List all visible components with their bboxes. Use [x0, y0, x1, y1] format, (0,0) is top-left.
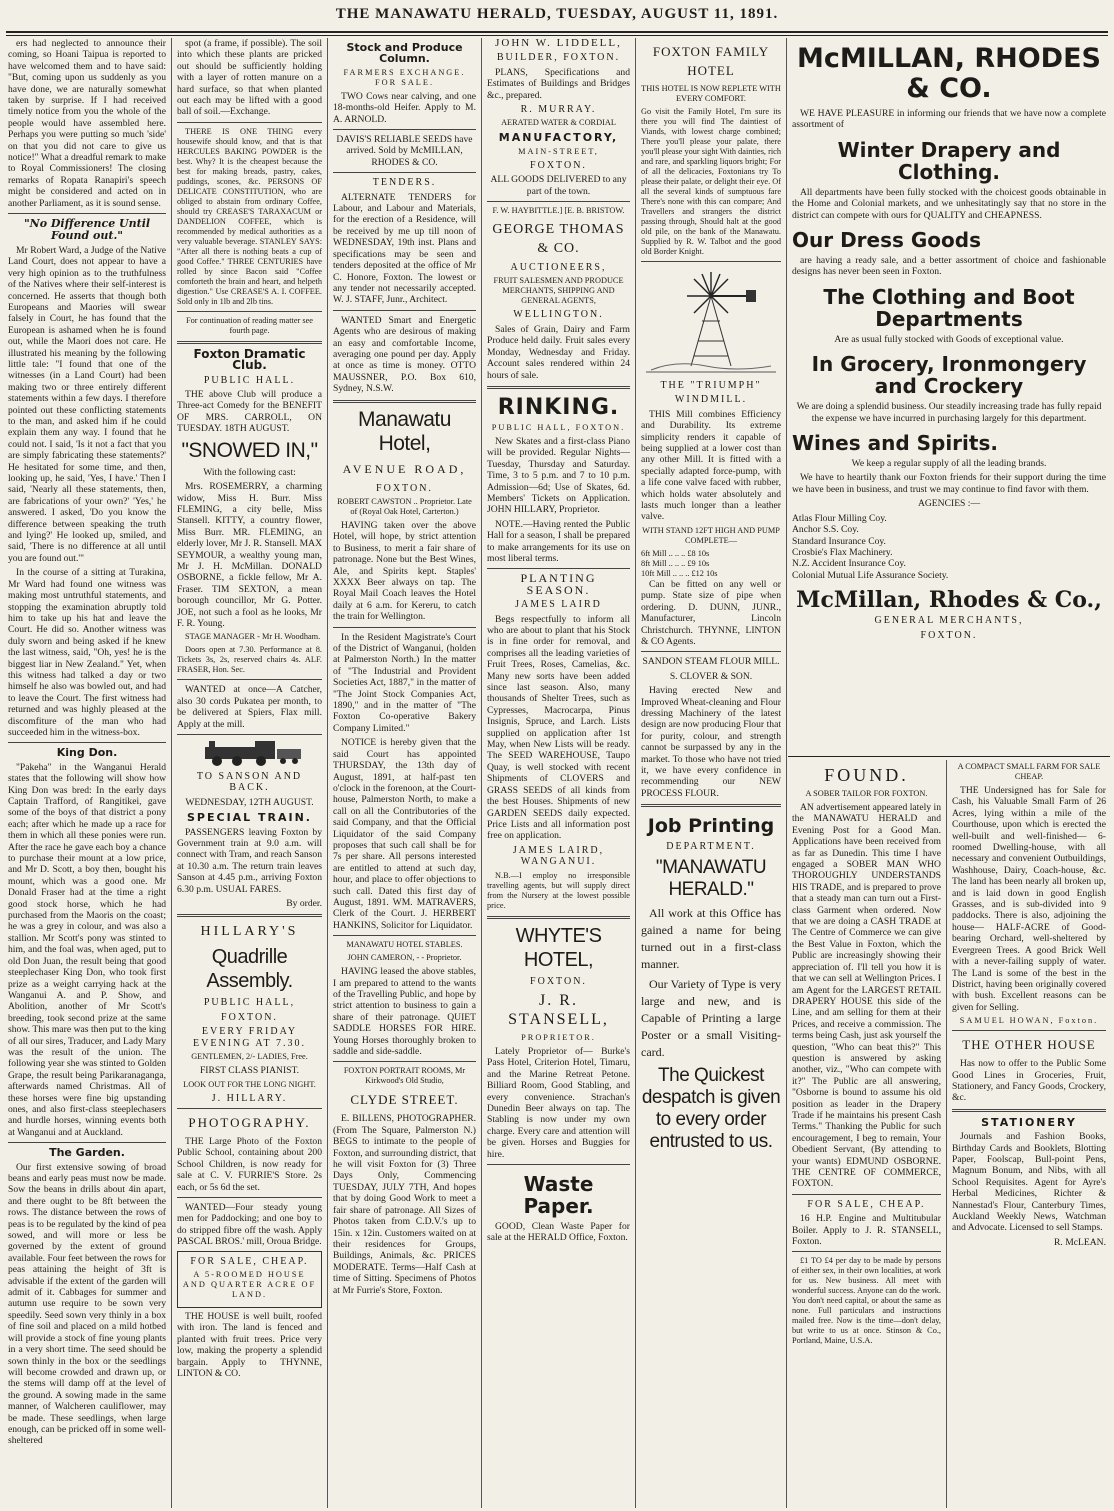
news-paragraph: In the course of a sitting at Turakina, Mr Ward had found one witness was making most untruthful statements, and stopping the examination abruptly told him to take up his hat and leave the Court. He did so. Another witness was duly sworn and being asked if he knew the last witness, said, "Oh, yes! he is the biggest liar in New Zealand." Yet, when this witness had talked a day or two himself he also was bowled out, and had to leave the Court. The first witness had returned and was highly pleased at the discomfiture of the man who had succeeded him in the witness-box. — [8, 567, 166, 738]
club-notice: THE above Club will produce a Three-act Comedy for the BENEFIT OF MRS. CARROLL, ON TUESDAY. 18TH AUGUST. — [177, 389, 322, 435]
wellington: WELLINGTON. — [513, 309, 604, 321]
george-thomas: GEORGE THOMAS & CO. — [492, 222, 625, 257]
auctioneer-names: F. W. HAYBITTLE.] [E. B. BRISTOW. — [492, 206, 625, 216]
divider — [177, 311, 322, 312]
continuation-note: For continuation of reading matter see fourth page. — [186, 315, 313, 335]
divider — [8, 1142, 166, 1143]
seeds-notice: DAVIS'S RELIABLE SEEDS have arrived. Sold by McMILLAN, RHODES & CO. — [336, 134, 473, 168]
divider — [487, 916, 630, 919]
divider — [952, 1030, 1106, 1031]
divider — [177, 734, 322, 735]
plans-notice: PLANS, Specifications and Estimates of Buildings and Bridges &c., prepared. — [487, 66, 630, 101]
avenue-road: AVENUE ROAD, — [342, 461, 467, 476]
foxton-label: FOXTON. — [920, 629, 978, 641]
nursery-notice: Begs respectfully to inform all who are about to plant that his Stock is in fine order for removal, and comprises all the leading varieties of Fruit Trees, Roses, Camelias, &c. Many new sorts have been added since last season. Also, many thousands of Shelter Trees, such as Cypresses, Macrocarpa, Pinus Insignis, Spruce, and Larch. Lists supplied on application after 1st May, when New Lists will be ready. The SEED WAREHOUSE, Taupo Quay, is well stocked with recent Shipments of CLOVERS and GRASS SEEDS of all kinds from the best Houses. Shipments of new GARDEN SEEDS daily expected. Price Lists and all information post free on application. — [487, 613, 630, 842]
divider — [8, 742, 166, 743]
news-paragraph: "Pakeha" in the Wanganui Herald states that the following will show how King Don was bred: In the early days Captain Trafford, of Rangitikei, gave some of the boys of that district a pony each; after which he made up a race for them in which all these ponies were run. After the race he gave each boy a chance to purchase their mount at a low price, and Mr D. Scott, a boy then, bought his mount, which was a good one. Mr Donald Fraser had at the time a right good stock horse, which he had purchased from the Maoris on the coast; he was a grey in colour, and was also a stallion. Mr Scott's pony was stinted to him, and the foal was, when aged, put to old Don Juan, the result being that good steeplechaser King Don, who took first prize as a weight carrying hack at the Wanganui A. and P. Show, and Abolition, another of Mr Scott's breeding, took second prize at the same show. This mare was then put to the king of all our sires, Traducer, and Lady Mary was the result of the union. The following year she was stinted to Golden Grape, the result being Parikaranaganga, afterwards named Christmas. All of these horses were fine big upstanding ones, and also first-class steeplechasers and hurdle horses, winning events both at Wanganui and at Auckland. — [8, 761, 166, 1138]
divider — [487, 201, 630, 202]
auction-notice: Sales of Grain, Dairy and Farm Produce held daily. Fruit sales every Monday, Wednesday and Friday. Account sales rendered within 24 hours of sale. — [487, 323, 630, 381]
thanks-notice: We have to heartily thank our Foxton friends for their support during the time we have been in business, and trust we may continue to find favor with them. — [792, 472, 1106, 495]
court-notice: In the Resident Magistrate's Court of the District of Wanganui, (holden at Palmerston North.) In the matter of "The Industrial and Provident Societies Act, 1887," in the matter of "The Joint Stock Companies Act, 1890," and in the matter of "The Foxton Co-operative Bakery Company Limited." — [333, 631, 476, 734]
clover-name: S. CLOVER & SON. — [669, 670, 753, 682]
mcmillan-title: McMILLAN, RHODES & CO. — [797, 43, 1101, 104]
divider — [333, 1061, 476, 1062]
hillary-title: HILLARY'S — [200, 924, 299, 940]
agents-notice: WANTED Smart and Energetic Agents who are desirous of making an easy and comfortable Income, averaging one pound per day. Apply at once as time is money. OTTO MAUSSNER, P.O. Box 610, Sydney, N.S.W. — [333, 314, 476, 395]
public-hall: PUBLIC HALL. — [203, 374, 296, 386]
stage-manager: STAGE MANAGER - Mr H. Woodham. — [185, 632, 321, 642]
flour-notice: Having erected New and Improved Wheat-cleaning and Flour dressing Machinery of the latest design are now producing Flour that for purity, colour, and strength cannot be surpassed by any in the market. To those who have not tried it, we have every confidence in recommending our NEW PROCESS FLOUR. — [641, 685, 781, 799]
column-ads-4 — [483, 38, 634, 1508]
column-news — [4, 38, 170, 1508]
assembly-time: EVERY FRIDAY EVENING AT 7.30. — [193, 1026, 306, 1049]
divider — [177, 1197, 322, 1198]
club-title: Foxton Dramatic Club. — [193, 346, 306, 373]
stables-title: MANAWATU HOTEL STABLES. — [346, 940, 463, 950]
winter-drapery: Winter Drapery and Clothing. — [837, 137, 1061, 184]
coffee-ads: THERE IS ONE THING every housewife should know, and that is that HERCULES BAKING POWDER is the best. Why? It is the cheapest because the best for making breads, pastry, cakes, puddings, scones, &c. PERSONS OF DELICATE CONSTITUTION, who are obliged to abstain from ordinary Coffee, should try CREASE'S TARAXACUM or DANDELION COFFEE, which is recommended by medical authorities as a very valuable beverage. STANLEY SAYS: "After all there is nothing beats a cup of good Coffee." THREE CENTURIES have rolled by since Bacon said "Coffee comforteth the brain and heart, and helpeth digestion." Use CREASE'S A. I. COFFEE. Sold only in 1lb and 2lb tins. — [177, 126, 322, 306]
whytes-hotel: WHYTE'S HOTEL, — [515, 924, 602, 971]
found-title: FOUND. — [824, 765, 909, 785]
planting-season: PLANTING SEASON. — [520, 571, 597, 597]
mclean-signature: R. McLEAN. — [1054, 1236, 1106, 1248]
grocery-title: In Grocery, Ironmongery and Crockery — [811, 352, 1087, 399]
rinking-title: RINKING. — [497, 394, 620, 420]
price-row: 6ft Mill .. .. .. £8 10s — [641, 548, 710, 558]
other-house-notice: Has now to offer to the Public Some Good Lines in Groceries, Fruit, Stationery, and Fancy Goods, Crockery, &c. — [952, 1058, 1106, 1104]
masthead-rule — [6, 31, 1108, 33]
wanted-men: WANTED—Four steady young men for Paddocking; and one boy to do stripped fibre off the wash. Apply PASCAL BROS.' mill, Oroua Bridge. — [177, 1201, 322, 1248]
column-rule — [635, 38, 636, 1508]
column-rule — [946, 760, 947, 1508]
stationery-notice: Journals and Fashion Books, Birthday Cards and Booklets, Blotting Paper, Foolscap, Bull-point Pens, Magnum Bonum, and Nibs, with all School Requisites. Agent for Ayre's Herbal Medicines, Richter & Nannestad's Flour, Canterbury Times, Auckland Weekly News, Watchman and Advocate. Licensed to sell Stamps. — [952, 1131, 1106, 1234]
hotel-notice: HAVING taken over the above Hotel, will hope, by strict attention to Business, to merit a fair share of patronage. None but the Best Wines, Ale, and Spirits kept. Staples' XXXX Beer always on tap. The Royal Mail Coach leaves the Hotel daily at 6 a.m. for Kereru, to catch the train for Wellington. — [333, 519, 476, 623]
wines-notice: We keep a regular supply of all the leading brands. — [851, 458, 1047, 470]
goods-delivered: ALL GOODS DELIVERED to any part of the town. — [490, 174, 627, 197]
play-title: "SNOWED IN," — [181, 438, 318, 462]
public-hall: PUBLIC HALL, — [203, 997, 296, 1009]
stock-column-title: Stock and Produce Column. — [346, 41, 463, 66]
doors-info: Doors open at 7.30. Performance at 8. Tickets 3s, 2s, reserved chairs 4s. ALF. FRASER, Hon. Sec. — [177, 645, 322, 675]
tenders-title: TENDERS. — [372, 177, 437, 189]
column-farm — [948, 762, 1110, 1507]
agency-item: Atlas Flour Milling Coy. — [792, 512, 887, 524]
divider — [333, 172, 476, 173]
general-merchants: GENERAL MERCHANTS, — [874, 615, 1024, 627]
divider — [952, 1109, 1106, 1112]
family-hotel-title: FOXTON FAMILY HOTEL — [652, 44, 770, 78]
hotel-comfort: THIS HOTEL IS NOW REPLETE WITH EVERY COMFORT. — [641, 84, 781, 103]
divider — [487, 568, 630, 569]
newspaper-title: THE MANAWATU HERALD, TUESDAY, AUGUST 11, 1891. — [335, 6, 779, 22]
stinson-notice: £1 TO £4 per day to be made by persons of either sex, in their own localities, at work for us. New business. All meet with wonderful success. Anyone can do the work. You don't need capital, or about the same as none. Full particulars and instructions mailed free. Now is the time—don't delay, but write to us at once. Stinson & Co., Portland, Maine, U.S.A. — [792, 1256, 941, 1346]
news-paragraph: Mr Robert Ward, a Judge of the Native Land Court, does not appear to have a very high opinion as to the truthfulness of the Natives where their self-interest is concerned. He asserts that though both Europeans and Maories will swear falsely in Court, he has found that the European is ashamed when he is found out, while the Maori does not care. He illustrated his meaning by the following little tale: "I found that one of the witnesses (in a Land Court) had been making two or three entirely different statements within a few days. I therefore pointed out these conflicting statements to the man, and asked him if he could explain them any way. I found that he could not. I said, 'Is it not a fact that you are simply fabricating these statements?' He hesitated for some time, and then, looking up, he said, 'Yes, I have.' Then I said, 'Nearly all these statements, then, are fabrications of your own?' 'Yes,' he answered. I asked, 'Do you know the difference between speaking the truth and lying?' He looked up, smiled, and said, 'There is no difference at all until you are found out.'" — [8, 244, 166, 564]
laird-name: JAMES LAIRD — [515, 599, 602, 611]
hillary-signature: J. HILLARY. — [211, 1092, 288, 1104]
agencies-list — [792, 513, 1106, 581]
windmill-prices — [641, 549, 781, 579]
portrait-rooms: FOXTON PORTRAIT ROOMS, Mr Kirkwood's Old Studio, — [343, 1066, 466, 1086]
for-sale-title: FOR SALE, CHEAP. — [807, 1198, 926, 1210]
news-intro: ers had neglected to announce their coming, so Hoani Taipua is reported to have welcomed them and to have said: "But, coming upon us suddenly as you have done, we are naturally somewhat taken by surprise. If I had received timely notice from you the whole of the people would have assembled here. Perhaps you were putting so much 'side' on that you did not care to give us notice!" What a dreadful remark to make to Royal Commissioners! The closing remarks of Ropata Ranapiri's speech might be considered and acted on in another Parliament, as it is sound sense. — [8, 38, 166, 209]
train-date: WEDNESDAY, 12TH AUGUST. — [185, 796, 314, 808]
agency-item: Colonial Mutual Life Assurance Society. — [792, 569, 949, 581]
foxton-label: FOXTON. — [376, 482, 433, 494]
masthead-rule-thin — [6, 35, 1108, 36]
other-house-title: THE OTHER HOUSE — [962, 1037, 1096, 1053]
divider — [333, 310, 476, 311]
quickest-despatch: The Quickest despatch is given to every order entrusted to us. — [641, 1064, 781, 1152]
laird-signature: JAMES LAIRD, WANGANUI. — [512, 844, 605, 868]
divider — [487, 386, 630, 389]
sanson-title: TO SANSON AND BACK. — [196, 771, 303, 794]
pianist: FIRST CLASS PIANIST. — [199, 1065, 300, 1077]
stansell-name: J. R. STANSELL, — [508, 991, 609, 1028]
farm-notice: THE Undersigned has for Sale for Cash, his Valuable Small Farm of 26 Acres, lying within a mile of the Courthouse, upon which is erected the well-built and well-finished— 6-roomed Dwelling-house, with all necessary and convenient Outbuildings, Washhouse, Dairy, Coach-house, &c. The land has been nearly all broken up, and is laid down in good English Grasses, and is sub-divided into 9 paddocks. There is also, adjoining the house— HALF-ACRE of Good-bearing Orchard, well-sheltered by Evergreen Trees. A good Brick Well with a never-failing supply of water. The Land is some of the best in the District, having been originally covered with bush. Excellent reasons can be given for Selling. — [952, 785, 1106, 1013]
divider — [333, 627, 476, 628]
dress-goods: Our Dress Goods — [792, 228, 981, 253]
rink-note: NOTE.—Having rented the Public Hall for a season, I shall be prepared to make arrangements for its use on most liberal terms. — [487, 518, 630, 564]
divider — [641, 261, 781, 262]
photographer-notice: E. BILLENS, PHOTOGRAPHER. (From The Square, Palmerston N.) BEGS to intimate to the people of Foxton, and surrounding district, that he will visit Foxton for (3) Three Days Only, Commencing TUESDAY, JULY 7TH, And hopes that by doing Good Work to meet a fair share of patronage. All Sizes of Photos taken from C.D.V.'s up to 15in. x 12in. Customers waited on at their residences for Groups, Buildings, Animals, &c. PRICES MODERATE. Terms—Half Cash at time of Sitting. Specimens of Photos at Mr Furrie's Store, Foxton. — [333, 1113, 476, 1296]
main-street: MAIN-STREET, — [518, 146, 599, 156]
agency-item: Anchor S.S. Coy. — [792, 524, 859, 536]
type-notice: Our Variety of Type is very large and new, and is Capable of Printing a large Poster or a small Visiting-card. — [641, 976, 781, 1059]
auction-services: FRUIT SALESMEN AND PRODUCE MERCHANTS, SHIPPING AND GENERAL AGENTS, — [493, 276, 624, 306]
divider — [333, 935, 476, 936]
cast-intro: With the following cast: — [203, 466, 296, 478]
for-sale-box — [177, 1251, 322, 1308]
windmill-icon — [646, 266, 776, 376]
mcmillan-intro: WE HAVE PLEASURE in informing our friends that we have now a complete assortment of — [792, 108, 1106, 131]
divider — [333, 129, 476, 130]
liquidator-notice: NOTICE is hereby given that the said Court has appointed THURSDAY, the 13th day of August, 1891, at half-past ten o'clock in the forenoon, at the Court-house, Palmerston North, to make a call on all the Contributories of the said Company, and that the Official Liquidator of the said Company proposes that such call shall be for 7s per share. All persons interested are entitled to attend at such day, hour, and place to offer objections to such call. Dated this first day of August, 1891. WM. MATRAVERS, Clerk of the Court. J. HERBERT HANKINS, Solicitor for Liquidator. — [333, 737, 476, 931]
column-found — [788, 762, 945, 1507]
tenders-notice: ALTERNATE TENDERS for Labour, and Labour and Materials, for the erection of a Residence, will be received by me up till noon of WEDNESDAY, 19th inst. Plans and specifications may be seen and tenders deposited at the office of Mr C. Honore, Foxton. The lowest or any tender not necessarily accepted. W. J. STAFF, Junr., Architect. — [333, 191, 476, 306]
clothing-notice: Are as usual fully stocked with Goods of exceptional value. — [834, 333, 1064, 345]
house-label: A 5-ROOMED HOUSE AND QUARTER ACRE OF LAND. — [182, 1269, 317, 1299]
manawatu-herald-title: "MANAWATU HERALD." — [655, 856, 767, 900]
divider — [177, 1108, 322, 1109]
engine-notice: 16 H.P. Engine and Multitubular Boiler. Apply to J. R. STANSELL, Foxton. — [792, 1213, 941, 1248]
dress-notice: are having a ready sale, and a better assortment of choice and fashionable designs has never been seen in Foxton. — [792, 255, 1106, 278]
waste-notice: GOOD, Clean Waste Paper for sale at the HERALD Office, Foxton. — [487, 1221, 630, 1244]
column-ads-2 — [173, 38, 326, 1508]
column-ads-5 — [637, 38, 785, 1508]
liddell-name: JOHN W. LIDDELL, — [495, 38, 622, 49]
rink-notice: New Skates and a first-class Piano will be provided. Regular Nights—Tuesday, Thursday and Saturday. Time, 3 to 5 p.m. and 7 to 10 p.m. Admission—6d; Use of Skates, 6d. Members' Tickets on Application. JOHN HILLARY, Proprietor. — [487, 435, 630, 516]
wines-spirits: Wines and Spirits. — [792, 431, 998, 456]
nursery-note: N.B.—I employ no irresponsible travelling agents, but will supply direct from the Nursery at the lowest possible price. — [487, 870, 630, 910]
divider — [333, 400, 476, 403]
house-notice: THE HOUSE is well built, roofed with iron. The land is fenced and planted with fruit trees. Price very low, making the property a splendid bargain. Apply to THYNNE, LINTON & CO. — [177, 1310, 322, 1379]
divider — [177, 122, 322, 123]
price-row: 10ft Mill .. .. .. £12 10s — [641, 568, 718, 578]
quadrille-title: Quadrille Assembly. — [206, 946, 293, 993]
column-rule — [786, 38, 787, 1508]
work-notice: All work at this Office has gained a name for being turned out in a first-class manner. — [641, 905, 781, 971]
drapery-notice: All departments have been fully stocked with the choicest goods obtainable in the Home and Colonial markets, and we unhesitatingly say that no store in the district can compete with ours for QUALITY and CHEAPNESS. — [792, 186, 1106, 221]
foxton-label: FOXTON. — [530, 975, 587, 987]
column-rule — [171, 38, 172, 1508]
howan-signature: SAMUEL HOWAN, Foxton. — [959, 1016, 1099, 1026]
triumph-title: THE "TRIUMPH" — [660, 380, 762, 391]
cast-list: Mrs. ROSEMERRY, a charming widow, Miss H. Burr. Miss FLEMING, a city belle, Miss Stansell. KITTY, a country flower, Miss Burr. MR. FLEMING, an elderly lover, Mr J. R. Stansell. MAX SEYMOUR, a wealthy young man, Mr J. H. McMillan. DONALD OSBORNE, a fickle fellow, Mr A. Fraser. TIM SEXTON, a mean borough councillor, Mr G. Potter. JOE, not such a fool as he looks, Mr F. R. Young. — [177, 481, 322, 629]
department-label: DEPARTMENT. — [666, 841, 756, 853]
divider — [177, 341, 322, 344]
locomotive-icon — [195, 739, 305, 767]
masthead — [0, 0, 1114, 32]
divider — [641, 651, 781, 652]
found-notice: AN advertisement appeared lately in the MANAWATU HERALD and Evening Post for a Good Man. Applications have been received from as far as Dunedin. This time I have engaged a SOBER MAN WHO THOROUGHLY UNDERSTANDS HIS TRADE, and is prepared to prove that a steady man can turn out a First-class Garment when ordered. Now that we are doing a CASH TRADE at The Centre of Commerce we can give the Best Value in Foxton, which the Public are increasingly showing their appreciation of. I'll tell you how it is that we can sell at Wellington Prices. I am Agent for the LARGEST RETAIL DRAPERY HOUSE this side of the Line, and am selling for them at their Prices, and receive a commission. The terms being Cash, just ask yourself the question, "Who can beat this?" This question is answered by asking another, viz., "Who can compete with it?" The Public are all answering, "Osborne is bound to assume his old position as leader in the Drapery Trade if he maintains his present Cash Terms." Thanking the Public for such encouragement, I beg to remain, Your Obedient Servant, (By attending to your wants) EDMUND OSBORNE. THE CENTRE OF COMMERCE, FOXTON. — [792, 802, 941, 1190]
proprietor-label: PROPRIETOR. — [521, 1032, 596, 1042]
divider — [177, 679, 322, 680]
divider — [487, 1164, 630, 1165]
farm-title: A COMPACT SMALL FARM FOR SALE CHEAP. — [957, 762, 1101, 781]
section-rule — [788, 756, 1110, 757]
divider — [792, 1251, 941, 1252]
waste-paper-title: Waste Paper. — [523, 1172, 594, 1218]
headline-garden: The Garden. — [49, 1146, 125, 1160]
headline-king-don: King Don. — [56, 746, 118, 760]
news-paragraph: spot (a frame, if possible). The soil into which these plants are pricked out should be sufficiently holding with a layer of rotten manure on a hard surface, so that when planted out each may be lifted with a good ball of soil.—Exchange. — [177, 38, 322, 118]
manufactory: MANUFACTORY, — [498, 131, 619, 145]
stables-proprietor: JOHN CAMERON, - - Proprietor. — [347, 953, 462, 963]
wanted-catcher: WANTED at once—A Catcher, also 30 cords Pukatea per month, to be delivered at Spiers, Flax mill. Apply at the mill. — [177, 684, 322, 730]
special-train: SPECIAL TRAIN. — [187, 811, 312, 825]
tailor-label: A SOBER TAILOR FOR FOXTON. — [805, 789, 928, 798]
clyde-street: CLYDE STREET. — [350, 1092, 459, 1108]
grocery-notice: We are doing a splendid business. Our steadily increasing trade has fully repaid the expense we have incurred in purchasing largely for this department. — [796, 401, 1102, 424]
agency-item: N.Z. Accident Insurance Coy. — [792, 558, 906, 570]
whyte-notice: Lately Proprietor of— Burke's Pass Hotel, Criterion Hotel, Timaru, and the Marine Retreat Petone. Billiard Room, Good Stabling, and every convenience. Strachan's Dunedin Beer always on tap. The Stabling is now under my own charge. Every care and attention will be given. Horses and Buggies for hire. — [487, 1045, 630, 1160]
agency-item: Crosbie's Flax Machinery. — [792, 546, 893, 558]
job-printing-title: Job Printing — [647, 815, 775, 838]
cows-notice: TWO Cows near calving, and one 18-months-old Heifer. Apply to M. A. ARNOLD. — [333, 90, 476, 125]
divider — [177, 914, 322, 917]
column-rule — [481, 38, 482, 1508]
headline-no-difference: "No Difference Until Found out." — [23, 217, 151, 242]
agencies-title: AGENCIES :— — [917, 498, 981, 510]
stand-label: WITH STAND 12FT HIGH AND PUMP COMPLETE— — [642, 525, 780, 545]
assembly-price: GENTLEMEN, 2/- LADIES, Free. — [191, 1052, 308, 1062]
for-sale-title: FOR SALE, CHEAP. — [190, 1255, 309, 1267]
murray-name: R. MURRAY. — [520, 104, 597, 116]
news-paragraph: Our first extensive sowing of broad beans and early peas must now be made. Sow the beans in drills about 4in apart, and there ought to be 8ft between the rows. The distance between the rows of peas is to be regulated by the kind of pea sowed, and will more or less be governed by the extent of ground available. Four feet between the rows for peas attaining the height of 3ft is advisable if the extent of the garden will admit of it. Cabbages for summer and autumn use require to be sown very speedily. Seed sown very thinly in a box of fine soil and placed on a mild hotbed will provide a stock of fine young plants in a very short time. The seed should be sown thinly in the box or the seedlings will become crowded and drawn up, or the stems will damp off at the level of the ground. A sowing made in the same manner, of Walcheren cauliflower, may be made. These seedlings, when large enough, can be pricked off in some well-sheltered — [8, 1161, 166, 1447]
divider — [8, 213, 166, 214]
builder-foxton: BUILDER, FOXTON. — [496, 52, 621, 64]
column-mcmillan — [788, 38, 1110, 750]
windmill-label: WINDMILL. — [674, 394, 748, 406]
by-order: By order. — [286, 898, 322, 910]
column-rule — [327, 38, 328, 1508]
sandon-mill: SANDON STEAM FLOUR MILL. — [642, 656, 780, 668]
photo-notice: THE Large Photo of the Foxton Public School, containing about 200 School Children, is now ready for sale at C. V. FURRIE'S Store. 2s each, or 5s 6d the set. — [177, 1135, 322, 1193]
rink-hall: PUBLIC HALL, FOXTON. — [491, 422, 626, 432]
long-night: LOOK OUT FOR THE LONG NIGHT. — [183, 1079, 316, 1089]
stables-notice: HAVING leased the above stables, I am prepared to attend to the wants of the Travelling Public, and hope by strict attention to business to gain a share of their patronage. QUIET SADDLE HORSES FOR HIRE. Young Horses thoroughly broken to saddle and side-saddle. — [333, 966, 476, 1058]
photography-title: PHOTOGRAPHY. — [188, 1114, 311, 1130]
auctioneers: AUCTIONEERS, — [510, 262, 607, 274]
manawatu-hotel-title: Manawatu Hotel, — [358, 407, 451, 455]
windmill-supplier: Can be fitted on any well or pump. State size of pipe when ordering. D. DUNN, JUNR., Manufacturer, Lincoln Christchurch. THYNNE, LINTON & CO Agents. — [641, 578, 781, 647]
windmill-notice: THIS Mill combines Efficiency and Durability. Its extreme simplicity renders it capable of being supplied at a lower cost than any other Mill. It is fitted with a specially adapted force-pump, with a life cone valve faced with rubber, which holds water absolutely and lasts much longer than a leather valve. — [641, 408, 781, 523]
divider — [792, 1194, 941, 1195]
agency-item: Standard Insurance Coy. — [792, 535, 886, 547]
farmers-exchange: FARMERS EXCHANGE. FOR SALE. — [343, 67, 466, 87]
stationery-title: STATIONERY — [981, 1115, 1077, 1129]
price-row: 8ft Mill .. .. .. £9 10s — [641, 558, 710, 568]
foxton-label: FOXTON. — [530, 159, 587, 171]
aerated-water: AERATED WATER & CORDIAL — [501, 118, 616, 128]
hotel-proprietor: ROBERT CAWSTON .. Proprietor. Late of (Royal Oak Hotel, Carterton.) — [337, 496, 472, 516]
hotel-poem: Go visit the Family Hotel, I'm sure its there you will find The daintiest of Viands, with lowest charge combined; There you'll please your palate, there you'll please your sight With dainties, rich and rare, and sparkling liquors bright; For of all the delicacies, Foxtonians try To please their palate, or delight their eye. Of all the several kinds of sumptuous fare There's none with this can compare; And Travellers and strangers the district passing through, Should halt at the good old pile, on the bank of the Manawatu. Supplied by R. W. Talbot and the good old Border Knight. — [641, 107, 781, 256]
column-ads-3 — [329, 38, 480, 1508]
clothing-boot: The Clothing and Boot Departments — [823, 284, 1075, 331]
divider — [641, 804, 781, 807]
mcmillan-signature: McMillan, Rhodes & Co., — [796, 587, 1102, 614]
foxton-label: FOXTON. — [221, 1011, 278, 1023]
train-notice: PASSENGERS leaving Foxton by Government train at 9.0 a.m. will connect with Tram, and reach Sanson at 10.30 a.m. The return train leaves Sanson at 4.45 p.m., arriving Foxton 6.30 p.m. USUAL FARES. — [177, 826, 322, 895]
